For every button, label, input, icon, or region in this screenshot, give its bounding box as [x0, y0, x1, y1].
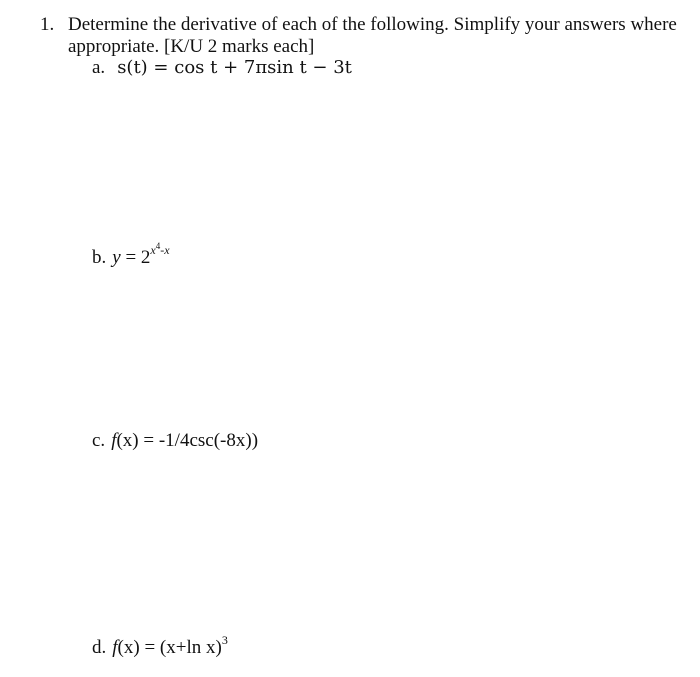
function-arg: (x) — [116, 430, 139, 451]
function-lhs: s(t) — [117, 57, 148, 78]
question-stem: Determine the derivative of each of the following. Simplify your answers where appropriate. [K/U 2 marks each] — [68, 14, 677, 57]
power: 3 — [221, 633, 228, 647]
part-label: d. — [92, 637, 107, 658]
equals-sign: = — [120, 247, 141, 268]
part-label: b. — [92, 247, 107, 268]
equals-sign: = — [138, 430, 159, 451]
equals-sign: = — [139, 637, 160, 658]
function-rhs: -1/4csc(-8x)) — [158, 430, 259, 451]
function-name: f — [112, 637, 118, 658]
exponent-power: 4 — [155, 241, 161, 251]
exponent-base: x — [150, 243, 156, 257]
exponent — [150, 243, 169, 257]
function-arg: (x) — [117, 637, 140, 658]
base: 2 — [140, 247, 151, 268]
function-name: f — [111, 430, 117, 451]
question-number: 1. — [40, 14, 55, 35]
function-rhs: (x+ln x) — [159, 637, 222, 658]
exponent-tail: -x — [160, 243, 170, 257]
part-c — [92, 430, 258, 452]
part-b — [92, 241, 170, 269]
part-label: c. — [92, 430, 106, 451]
part-label: a. — [92, 57, 106, 78]
part-d — [92, 633, 228, 659]
part-a — [92, 57, 352, 79]
function-rhs: cos t + 7πsin t − 3t — [174, 57, 352, 78]
function-lhs: y — [112, 247, 121, 268]
equals-sign: = — [147, 57, 175, 78]
